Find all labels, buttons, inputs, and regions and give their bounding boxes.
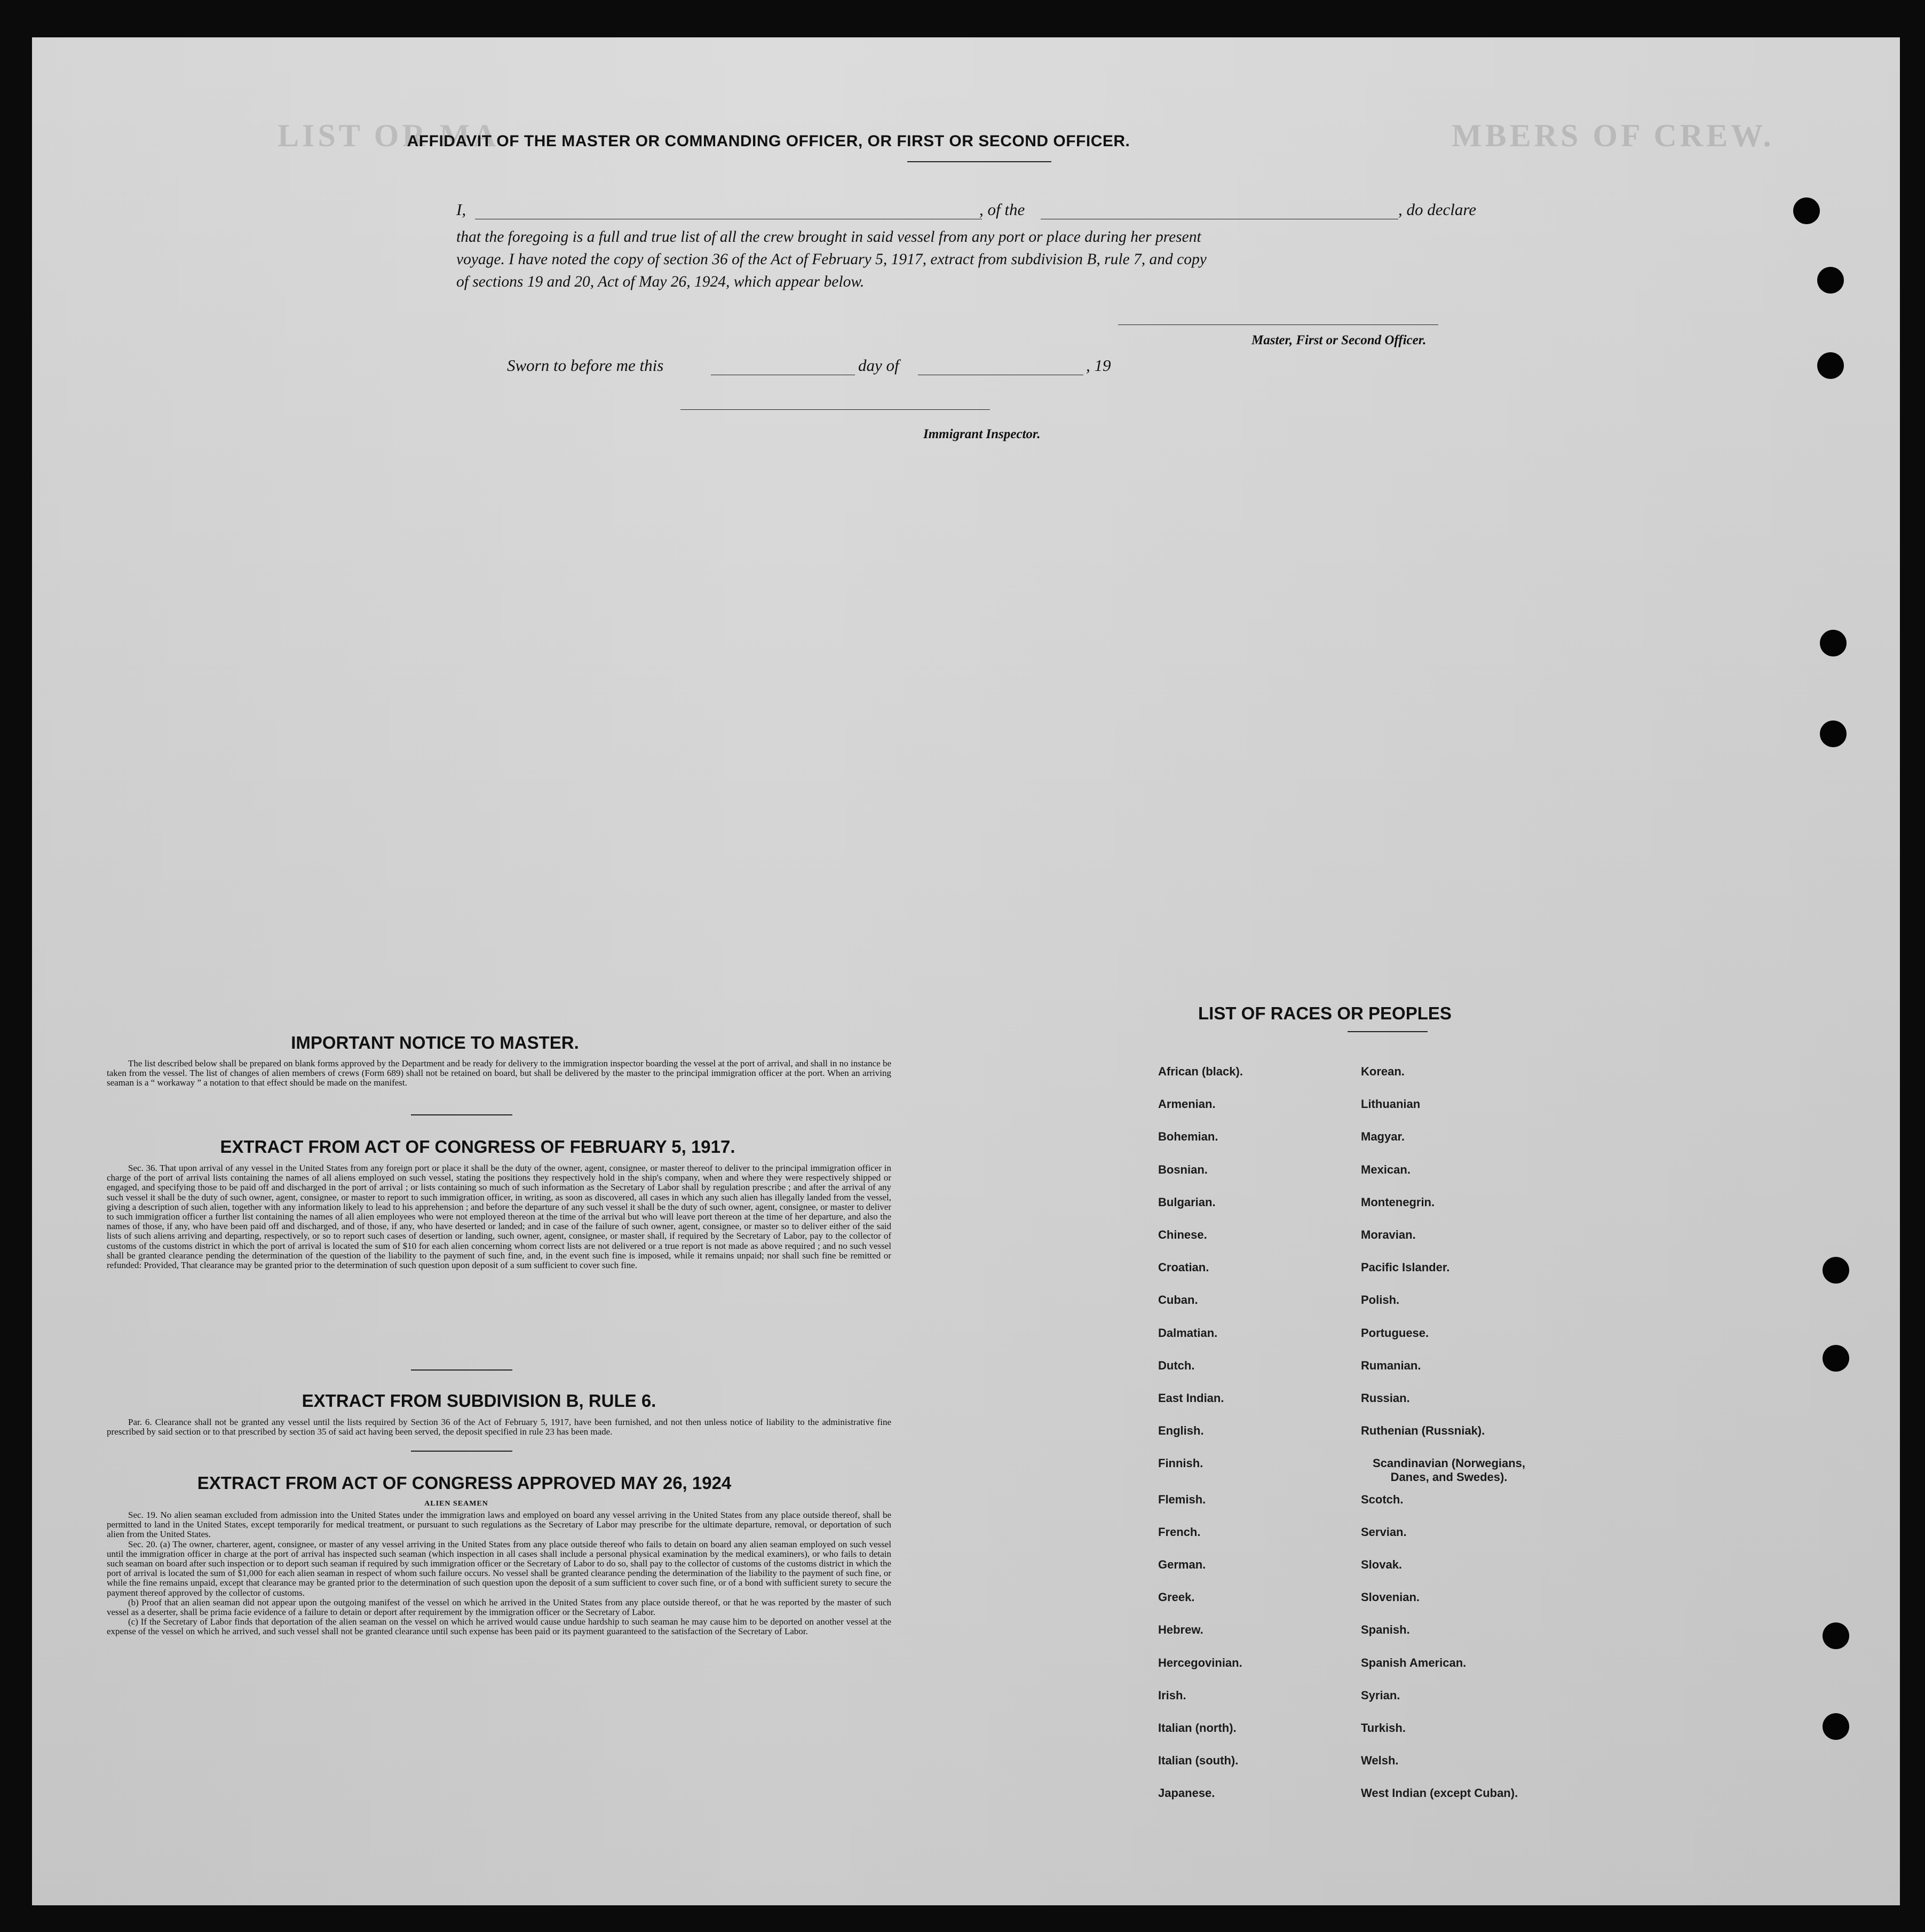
notice-body: [107, 1059, 891, 1088]
race-item: Lithuanian: [1361, 1097, 1421, 1111]
race-item: English.: [1158, 1424, 1204, 1438]
race-item: German.: [1158, 1558, 1206, 1571]
race-item: Magyar.: [1361, 1130, 1405, 1144]
bleed-through-title-right: MBERS OF CREW.: [1452, 118, 1775, 153]
race-item: Bosnian.: [1158, 1162, 1208, 1176]
rule-6-paragraph: Par. 6. Clearance shall not be granted any vessel until the lists required by Section 36 of the Act of February 5, 1917, have been furnished, and not then unless notice of liability to the administrative fine prescribed by said section or to that prescribed by section 35 of said act having been served, the deposit specified in rule 23 has been made.: [107, 1417, 891, 1437]
day-of-label: day of: [858, 356, 899, 375]
race-item: Montenegrin.: [1361, 1195, 1435, 1209]
act-1924-subtitle: ALIEN SEAMEN: [424, 1500, 488, 1508]
race-item: Slovenian.: [1361, 1590, 1420, 1604]
binder-hole: [1820, 720, 1847, 747]
race-item: Dalmatian.: [1158, 1326, 1218, 1340]
binder-hole: [1823, 1257, 1849, 1284]
rule-6-rule: [411, 1451, 512, 1452]
notice-title: IMPORTANT NOTICE TO MASTER.: [291, 1033, 579, 1052]
act-1924-sec-20a: Sec. 20. (a) The owner, charterer, agent, consignee, or master of any vessel arriving in the United States from any place outside thereof who fails to detain on board any alien seaman employed on such vessel until the immigration officer in charge at the port of arrival has inspected such seaman (which inspection in all cases shall include a personal physical examination by the medical examiners), or who fails to detain such seaman on board after such inspection or to deport such seaman if required by such immigration officer or the Secretary of Labor to do so, shall pay to the collector of customs of the customs district in which the port of arrival is located the sum of $1,000 for each alien seaman in respect of whom such failure occurs. No vessel shall be granted clearance pending the determination of the liability to the payment of such fine, or while the fine remains unpaid, except that clearance may be granted prior to the determination of such question upon the deposit of a sum sufficient to cover such fine, or of a bond with sufficient surety to secure the payment thereof approved by the collector of customs.: [107, 1539, 891, 1598]
race-item: Welsh.: [1361, 1754, 1399, 1768]
race-item: French.: [1158, 1525, 1201, 1539]
race-item: Hercegovinian.: [1158, 1656, 1242, 1669]
race-item: Chinese.: [1158, 1228, 1207, 1241]
race-item: Moravian.: [1361, 1228, 1416, 1241]
act-1917-title: EXTRACT FROM ACT OF CONGRESS OF FEBRUARY 5, 1917.: [220, 1137, 735, 1157]
act-1924-title: EXTRACT FROM ACT OF CONGRESS APPROVED MAY 26, 1924: [197, 1473, 732, 1493]
affidavit-statement-line-2: voyage. I have noted the copy of section 36 of the Act of February 5, 1917, extract from subdivision B, rule 7, and copy: [456, 251, 1207, 268]
race-item: Syrian.: [1361, 1688, 1400, 1702]
inspector-signature-line[interactable]: [680, 409, 990, 410]
race-item: Turkish.: [1361, 1721, 1406, 1735]
race-item: Ruthenian (Russniak).: [1361, 1424, 1485, 1438]
affidavit-statement-line-1: that the foregoing is a full and true list of all the crew brought in said vessel from any port or place during her present: [456, 228, 1201, 246]
race-item: Irish.: [1158, 1688, 1186, 1702]
binder-hole: [1793, 197, 1820, 224]
race-item: Cuban.: [1158, 1293, 1198, 1307]
act-1917-body: [107, 1163, 891, 1270]
race-item: Portuguese.: [1361, 1326, 1429, 1340]
race-item: Rumanian.: [1361, 1358, 1421, 1372]
binder-hole: [1817, 352, 1844, 379]
act-1917-section-36: Sec. 36. That upon arrival of any vessel in the United States from any foreign port or place it shall be the duty of the owner, agent, consignee, or master thereof to deliver to the principal immigration officer in charge of the port of arrival lists containing the names of all aliens employed on such vessel, stating the positions they respectively hold in the ship's company, when and where they were respectively shipped or engaged, and specifying those to be paid off and discharged in the port of arrival ; or lists containing so much of such information as the Secretary of Labor shall by regulation prescribe ; and after the arrival of any such vessel it shall be the duty of such owner, agent, consignee, or master to report to such immigration officer, in writing, as soon as discovered, all cases in which any such alien has illegally landed from the vessel, giving a description of such alien, together with any information likely to lead to his apprehension ; and before the departure of any such vessel it shall be the duty of such owner, agent, consignee, or master to deliver to such immigration officer a further list containing the names of all alien employees who were not employed thereon at the time of the arrival but who will leave port thereon at the time of her departure, and also the names of those, if any, who have been paid off and discharged, and of those, if any, who have deserted or landed; and in case of the failure of such owner, agent, consignee, or master so to deliver either of the said lists of such aliens arriving and departing, respectively, or so to report such cases of desertion or landing, such owner, agent, consignee, or master shall, if required by the Secretary of Labor, pay to the collector of customs of the customs district in which the port of arrival is located the sum of $10 for each alien concerning whom correct lists are not delivered or a true report is not made as above required ; and no such vessel shall be granted clearance pending the determination of the question of the liability to the payment of such fine, and, in the event such fine is imposed, while it remains unpaid; nor shall such fine be remitted or refunded: Provided, That clearance may be granted prior to the determination of such question upon deposit of a sum sufficient to cover such fine.: [107, 1163, 891, 1271]
race-item: Mexican.: [1361, 1162, 1411, 1176]
year-label: , 19: [1086, 356, 1111, 375]
race-item: Pacific Islander.: [1361, 1261, 1450, 1274]
race-item: Servian.: [1361, 1525, 1407, 1539]
race-item: Flemish.: [1158, 1492, 1206, 1506]
race-item: Finnish.: [1158, 1456, 1203, 1470]
race-item: Scandinavian (Norwegians, Danes, and Swedes).: [1372, 1456, 1526, 1484]
act-1924-body: [107, 1510, 891, 1637]
master-signature-line[interactable]: [1118, 324, 1438, 325]
race-item: Dutch.: [1158, 1358, 1195, 1372]
act-1924-sec-19: Sec. 19. No alien seaman excluded from admission into the United States under the immigration laws and employed on board any vessel arriving in the United States from any place outside thereof, shall be permitted to land in the United States, except temporarily for medical treatment, or pursuant to such regulations as the Secretary of Labor may prescribe for the ultimate departure, removal, or deportation of such alien from the United States.: [107, 1510, 891, 1540]
do-declare-label: , do declare: [1398, 200, 1477, 219]
race-item: Italian (north).: [1158, 1721, 1237, 1735]
race-item: Spanish American.: [1361, 1656, 1467, 1669]
race-item: West Indian (except Cuban).: [1361, 1786, 1518, 1800]
act-1924-sec-20c: (c) If the Secretary of Labor finds that deportation of the alien seaman on the vessel on which he arrived would cause undue hardship to such seaman he may cause him to be deported on another vessel at the expense of the vessel on which he arrived, and such vessel shall not be granted clearance until such expense has been paid or its payment guaranteed to the satisfaction of the Secretary of Labor.: [107, 1617, 891, 1637]
race-item: Korean.: [1361, 1065, 1405, 1078]
race-item: Slovak.: [1361, 1558, 1403, 1571]
inspector-caption: Immigrant Inspector.: [923, 427, 1041, 441]
binder-hole: [1820, 630, 1847, 656]
act-1917-rule: [411, 1369, 512, 1371]
of-the-label: , of the: [979, 200, 1025, 219]
race-item: Bulgarian.: [1158, 1195, 1216, 1209]
race-item: Hebrew.: [1158, 1623, 1203, 1637]
race-item: Russian.: [1361, 1391, 1410, 1405]
race-item: Croatian.: [1158, 1261, 1209, 1274]
act-1924-sec-20b: (b) Proof that an alien seaman did not appear upon the outgoing manifest of the vessel on which he arrived in the United States from any place outside thereof, or that he was reported by the master of such vessel as a deserter, shall be prima facie evidence of a failure to detain or deport after requirement by the immigration officer or the Secretary of Labor.: [107, 1597, 891, 1618]
rule-6-body: [107, 1418, 891, 1437]
notice-rule: [411, 1114, 512, 1115]
race-item: East Indian.: [1158, 1391, 1224, 1405]
affidavit-statement-line-3: of sections 19 and 20, Act of May 26, 1924, which appear below.: [456, 273, 865, 290]
race-item: Italian (south).: [1158, 1754, 1239, 1768]
notice-paragraph: The list described below shall be prepared on blank forms approved by the Department and be ready for delivery to the immigration inspector boarding the vessel at the port of arrival, and shall in no instance be taken from the vessel. The list of changes of alien members of crews (Form 689) shall not be retained on board, but shall be delivered by the master to the principal immigration officer at the port. When an arriving seaman is a “ workaway ” a notation to that effect should be made on the manifest.: [107, 1058, 891, 1088]
race-item: Greek.: [1158, 1590, 1195, 1604]
race-item: Scotch.: [1361, 1492, 1404, 1506]
master-caption: Master, First or Second Officer.: [1251, 333, 1427, 347]
binder-hole: [1823, 1622, 1849, 1649]
race-item: Bohemian.: [1158, 1130, 1218, 1144]
binder-hole: [1823, 1713, 1849, 1740]
document-page: [32, 37, 1900, 1905]
bleed-through-title-left: LIST OR MA: [278, 118, 500, 153]
affidavit-title: AFFIDAVIT OF THE MASTER OR COMMANDING OFFICER, OR FIRST OR SECOND OFFICER.: [407, 132, 1130, 150]
races-title: LIST OF RACES OR PEOPLES: [1198, 1003, 1452, 1023]
race-item: Japanese.: [1158, 1786, 1215, 1800]
binder-hole: [1817, 267, 1844, 294]
binder-hole: [1823, 1345, 1849, 1372]
rule-6-title: EXTRACT FROM SUBDIVISION B, RULE 6.: [302, 1391, 656, 1411]
sworn-label: Sworn to before me this: [507, 356, 664, 375]
race-item: Polish.: [1361, 1293, 1400, 1307]
race-item: Spanish.: [1361, 1623, 1410, 1637]
race-item: Armenian.: [1158, 1097, 1216, 1111]
races-title-rule: [1348, 1031, 1428, 1032]
declarant-label: I,: [456, 200, 466, 219]
affidavit-title-rule: [907, 161, 1051, 162]
race-item: African (black).: [1158, 1065, 1243, 1078]
